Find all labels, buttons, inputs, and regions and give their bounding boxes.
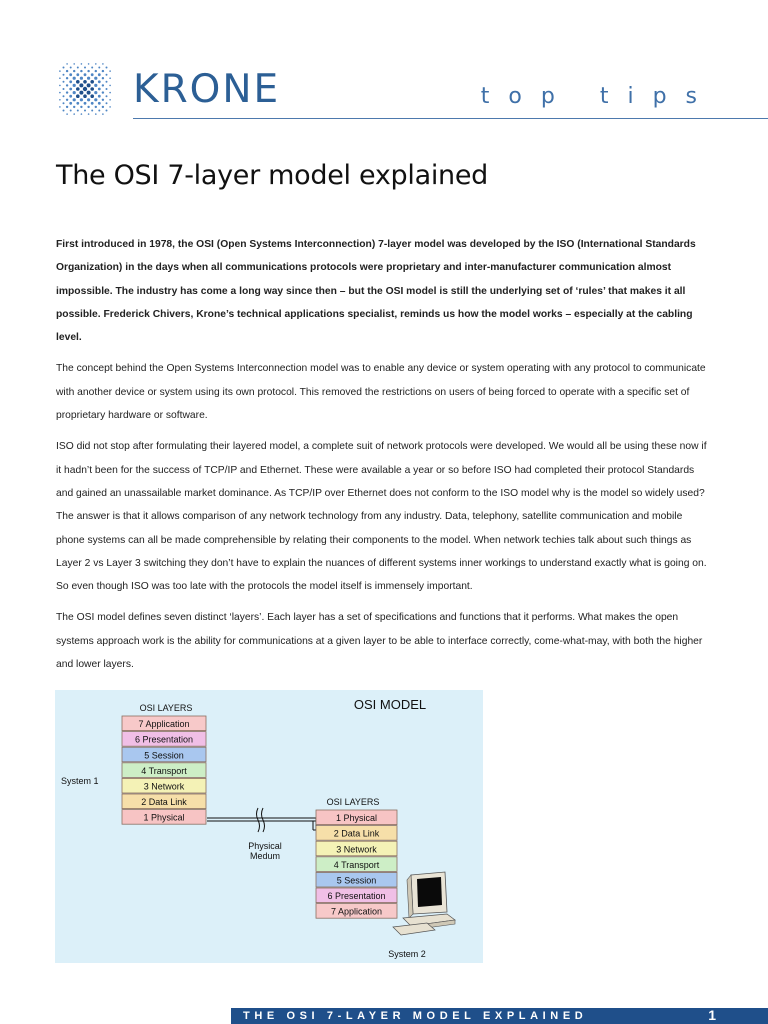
logo-dot bbox=[76, 80, 80, 84]
logo-dot bbox=[84, 110, 86, 112]
computer-icon bbox=[393, 872, 455, 935]
logo-dot bbox=[59, 106, 61, 108]
logo-dot bbox=[69, 88, 72, 91]
logo-dot bbox=[69, 102, 72, 105]
logo-dot bbox=[77, 67, 79, 69]
logo-dot bbox=[87, 77, 90, 80]
page-number: 1 bbox=[708, 1007, 716, 1023]
intro-paragraph: First introduced in 1978, the OSI (Open Systems Interconnection) 7-layer model was developed by the ISO (International Standards Organization) in the days when all communications protocols were proprietary and inter-manufacturer communication almost impossible. The industry has come a long way since then – but the OSI model is still the underlying set of ‘rules’ that makes it all possible. Frederick Chivers, Krone’s technical applications specialist, reminds us how the model works – especially at the cabling level. bbox=[56, 239, 696, 344]
logo-dot bbox=[109, 92, 111, 94]
header-divider bbox=[133, 118, 768, 119]
logo-dot bbox=[106, 110, 108, 112]
logo-dot bbox=[84, 67, 86, 69]
logo-dot bbox=[109, 99, 111, 101]
system1-layer-label: 5 Session bbox=[144, 750, 184, 761]
system2-layer-stack bbox=[316, 810, 397, 918]
logo-dot bbox=[90, 94, 94, 98]
article-body bbox=[56, 233, 712, 684]
logo-dot bbox=[66, 113, 68, 115]
logo-dot bbox=[95, 63, 97, 65]
logo-dot bbox=[81, 113, 83, 115]
logo-dot bbox=[102, 70, 104, 72]
logo-dot bbox=[109, 77, 111, 79]
logo-dot bbox=[59, 77, 61, 79]
logo-dot bbox=[63, 102, 65, 104]
system1-label: System 1 bbox=[61, 776, 99, 786]
logo-dot bbox=[88, 63, 90, 65]
logo-dot bbox=[98, 80, 101, 83]
system1-layer-label: 1 Physical bbox=[143, 812, 185, 823]
logo-dot bbox=[70, 67, 72, 69]
logo-dot bbox=[83, 80, 87, 84]
logo-dot bbox=[98, 102, 101, 105]
system2-label: System 2 bbox=[388, 949, 426, 959]
krone-logo-icon bbox=[54, 58, 116, 120]
logo-dot bbox=[102, 99, 104, 101]
logo-dot bbox=[94, 84, 97, 87]
logo-dot bbox=[69, 95, 72, 98]
logo-dot bbox=[66, 99, 68, 101]
logo-dot bbox=[102, 113, 104, 115]
logo-dot bbox=[69, 73, 72, 76]
system2-layer-label: 1 Physical bbox=[335, 813, 378, 824]
logo-dot bbox=[80, 98, 83, 101]
system1-stack-heading: OSI LAYERS bbox=[139, 703, 193, 713]
logo-dot bbox=[69, 80, 72, 83]
logo-dot bbox=[80, 70, 82, 72]
logo-dot bbox=[87, 91, 91, 95]
logo-dot bbox=[66, 106, 68, 108]
physical-medium-label: Medum bbox=[249, 851, 281, 861]
logo-dot bbox=[90, 87, 94, 91]
logo-dot bbox=[66, 63, 68, 65]
logo-dot bbox=[106, 88, 108, 90]
system2-layer-label: 7 Application bbox=[330, 906, 383, 917]
logo-dot bbox=[95, 106, 97, 108]
logo-dot bbox=[66, 70, 68, 72]
system2-layer-label: 2 Data Link bbox=[333, 828, 380, 839]
logo-dot bbox=[83, 87, 87, 91]
page-title: The OSI 7-layer model explained bbox=[56, 160, 488, 191]
logo-dot bbox=[73, 77, 76, 80]
logo-dot bbox=[91, 102, 94, 105]
footer-title: THE OSI 7-LAYER MODEL EXPLAINED bbox=[243, 1010, 588, 1022]
logo-dot bbox=[59, 92, 61, 94]
logo-dot bbox=[59, 99, 61, 101]
logo-dot bbox=[106, 74, 108, 76]
logo-dot bbox=[70, 110, 72, 112]
logo-dot bbox=[98, 67, 100, 69]
system1-layer-label: 4 Transport bbox=[141, 765, 187, 776]
logo-dot bbox=[73, 91, 76, 94]
logo-dot bbox=[87, 83, 91, 87]
logo-dot bbox=[91, 67, 93, 69]
logo-dot bbox=[87, 98, 90, 101]
logo-dot bbox=[73, 63, 75, 65]
logo-dot bbox=[98, 110, 100, 112]
logo-dot bbox=[109, 70, 111, 72]
system1-layer-stack bbox=[122, 716, 206, 824]
logo-dot bbox=[94, 98, 97, 101]
logo-dot bbox=[102, 77, 104, 79]
logo-dot bbox=[73, 84, 76, 87]
logo-dot bbox=[66, 91, 68, 93]
logo-dot bbox=[73, 98, 76, 101]
system1-layer-label: 7 Application bbox=[138, 719, 190, 730]
logo-dot bbox=[63, 67, 65, 69]
logo-dot bbox=[80, 77, 83, 80]
logo-dot bbox=[76, 87, 80, 91]
logo-dot bbox=[102, 84, 104, 86]
physical-medium-link bbox=[207, 808, 316, 832]
logo-dot bbox=[98, 88, 101, 91]
logo-dot bbox=[90, 80, 94, 84]
logo-dot bbox=[76, 94, 80, 98]
brand-name: KRONE bbox=[133, 67, 281, 112]
logo-dot bbox=[106, 81, 108, 83]
logo-dot bbox=[91, 110, 93, 112]
logo-dot bbox=[102, 63, 104, 65]
diagram-title: OSI MODEL bbox=[353, 697, 427, 712]
system1-layer-label: 6 Presentation bbox=[134, 734, 194, 745]
logo-dot bbox=[102, 106, 104, 108]
logo-dot bbox=[98, 95, 101, 98]
logo-dot bbox=[84, 73, 87, 76]
logo-dot bbox=[106, 102, 108, 104]
physical-medium-label: Physical bbox=[248, 841, 282, 851]
logo-dot bbox=[80, 106, 82, 108]
logo-dot bbox=[77, 110, 79, 112]
system1-layer-label: 2 Data Link bbox=[141, 797, 187, 808]
logo-dot bbox=[76, 73, 79, 76]
logo-dot bbox=[98, 73, 101, 76]
logo-dot bbox=[84, 102, 87, 105]
logo-dot bbox=[59, 85, 61, 87]
system2-layer-label: 4 Transport bbox=[333, 859, 380, 870]
logo-dot bbox=[63, 88, 65, 90]
body-paragraph: The OSI model defines seven distinct ‘layers’. Each layer has a set of specifications and functions that it performs. What makes the open systems approach work is the ability for communications at a given layer to be able to interface correctly, come-what-may, with both the higher and lower layers. bbox=[56, 612, 703, 671]
logo-dot bbox=[73, 106, 75, 108]
logo-dot bbox=[91, 73, 94, 76]
osi-model-diagram bbox=[55, 690, 483, 963]
logo-dot bbox=[63, 81, 65, 83]
logo-dot bbox=[63, 95, 65, 97]
logo-dot bbox=[102, 91, 104, 93]
body-paragraph: ISO did not stop after formulating their layered model, a complete suit of network protocols were developed. We would all be using these now if it hadn’t been for the success of TCP/IP and Ethernet. These were available a year or so before ISO had completed their protocol Standards and gained an unassailable market dominance. As TCP/IP over Ethernet does not conform to the ISO model why is the model so widely used? The answer is that it allows comparison of any network technology from any industry. Data, telephony, satellite communication and mobile phone systems can all be made comprehensible by relating their components to the model. When network techies talk about such things as Layer 2 vs Layer 3 switching they don’t have to explain the nuances of different systems inner workings to understand exactly what is going on. So even though ISO was too late with the protocols the model itself is immensely important. bbox=[56, 441, 707, 593]
logo-dot bbox=[73, 70, 75, 72]
logo-dot bbox=[95, 70, 97, 72]
system2-layer-label: 5 Session bbox=[336, 875, 377, 886]
logo-dot bbox=[73, 113, 75, 115]
logo-dot bbox=[95, 113, 97, 115]
tagline: top tips bbox=[480, 84, 716, 109]
logo-dot bbox=[109, 106, 111, 108]
logo-dot bbox=[88, 113, 90, 115]
logo-dot bbox=[66, 77, 68, 79]
logo-dot bbox=[87, 106, 89, 108]
osi-diagram-canvas bbox=[55, 690, 483, 963]
logo-dot bbox=[76, 102, 79, 105]
logo-dot bbox=[59, 70, 61, 72]
logo-dot bbox=[106, 67, 108, 69]
logo-dot bbox=[106, 95, 108, 97]
logo-dot bbox=[87, 70, 89, 72]
logo-dot bbox=[81, 63, 83, 65]
logo-dot bbox=[63, 74, 65, 76]
logo-dot bbox=[109, 85, 111, 87]
logo-dot bbox=[83, 94, 87, 98]
logo-dot bbox=[63, 110, 65, 112]
logo-dot bbox=[79, 91, 83, 95]
system1-layer-label: 3 Network bbox=[143, 781, 185, 792]
system2-layer-label: 3 Network bbox=[336, 844, 377, 855]
system2-stack-heading: OSI LAYERS bbox=[326, 797, 380, 807]
system2-layer-label: 6 Presentation bbox=[327, 891, 386, 902]
logo-dot bbox=[94, 91, 97, 94]
logo-dot bbox=[66, 84, 68, 86]
body-paragraph: The concept behind the Open Systems Interconnection model was to enable any device or system operating with any protocol to communicate with another device or system using its own protocol. This removed the restrictions on users of being forced to operate with a specific set of proprietary hardware or software. bbox=[56, 363, 706, 422]
logo-dot bbox=[94, 77, 97, 80]
logo-dot bbox=[79, 83, 83, 87]
